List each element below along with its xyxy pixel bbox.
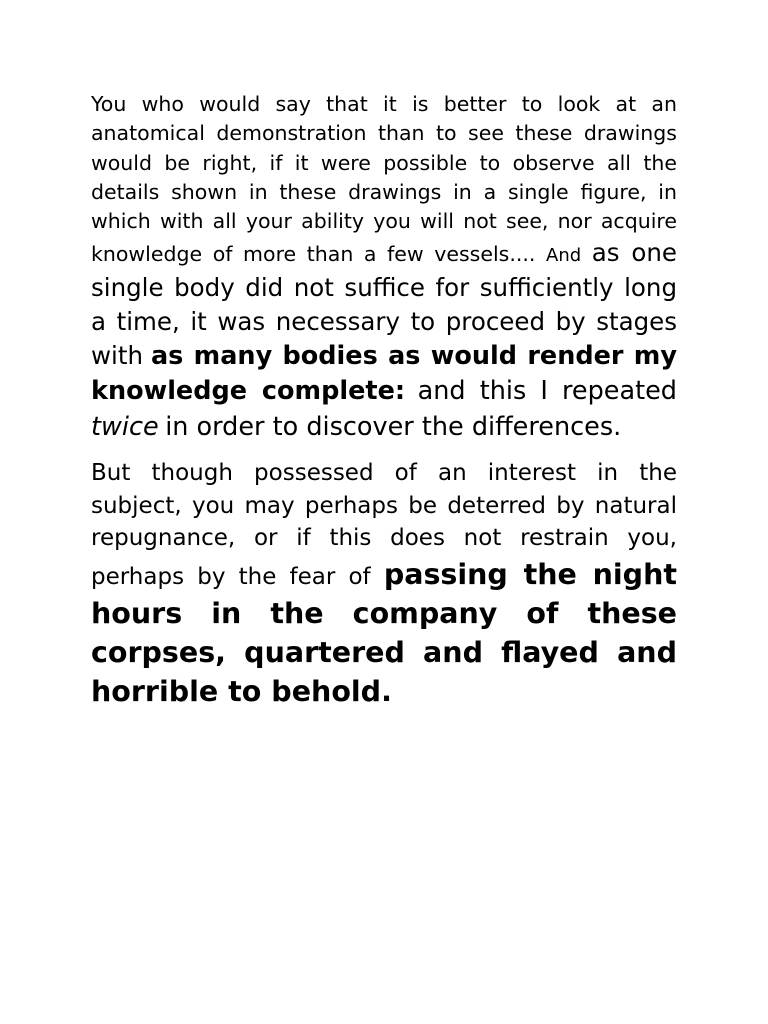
para1-bold-phrase: as many bodies as would render my knowledge complete: xyxy=(91,340,677,407)
para1-text-medium: as one single body did not suffice for sufficiently long a time, it was necessary to proceed by stages with xyxy=(91,238,677,370)
paragraph-anatomical-demonstration xyxy=(91,90,677,445)
document-page xyxy=(91,90,677,711)
para1-text-ending: in order to discover the differences. xyxy=(165,411,622,442)
para2-text: But though possessed of an interest in the subject, you may perhaps be deterred by natural repugnance, or if this does not restrain you, perhaps by the fear of xyxy=(91,460,677,590)
para1-italic-twice: twice xyxy=(91,411,159,442)
para1-and: And xyxy=(546,245,582,267)
para1-text-large: and this I repeated xyxy=(417,376,677,407)
para1-text-small: You who would say that it is better to look at an anatomical demonstration than to see these drawings would be right, if it were possible to observe all the details shown in these drawings in a single figure, in which with all your ability you will not see, nor acquire knowledge of more than a few vessels.... xyxy=(91,92,677,267)
para2-bold-phrase: passing the night hours in the company of these corpses, quartered and flayed and horrible to behold. xyxy=(91,557,677,708)
paragraph-fear-of-corpses xyxy=(91,457,677,711)
